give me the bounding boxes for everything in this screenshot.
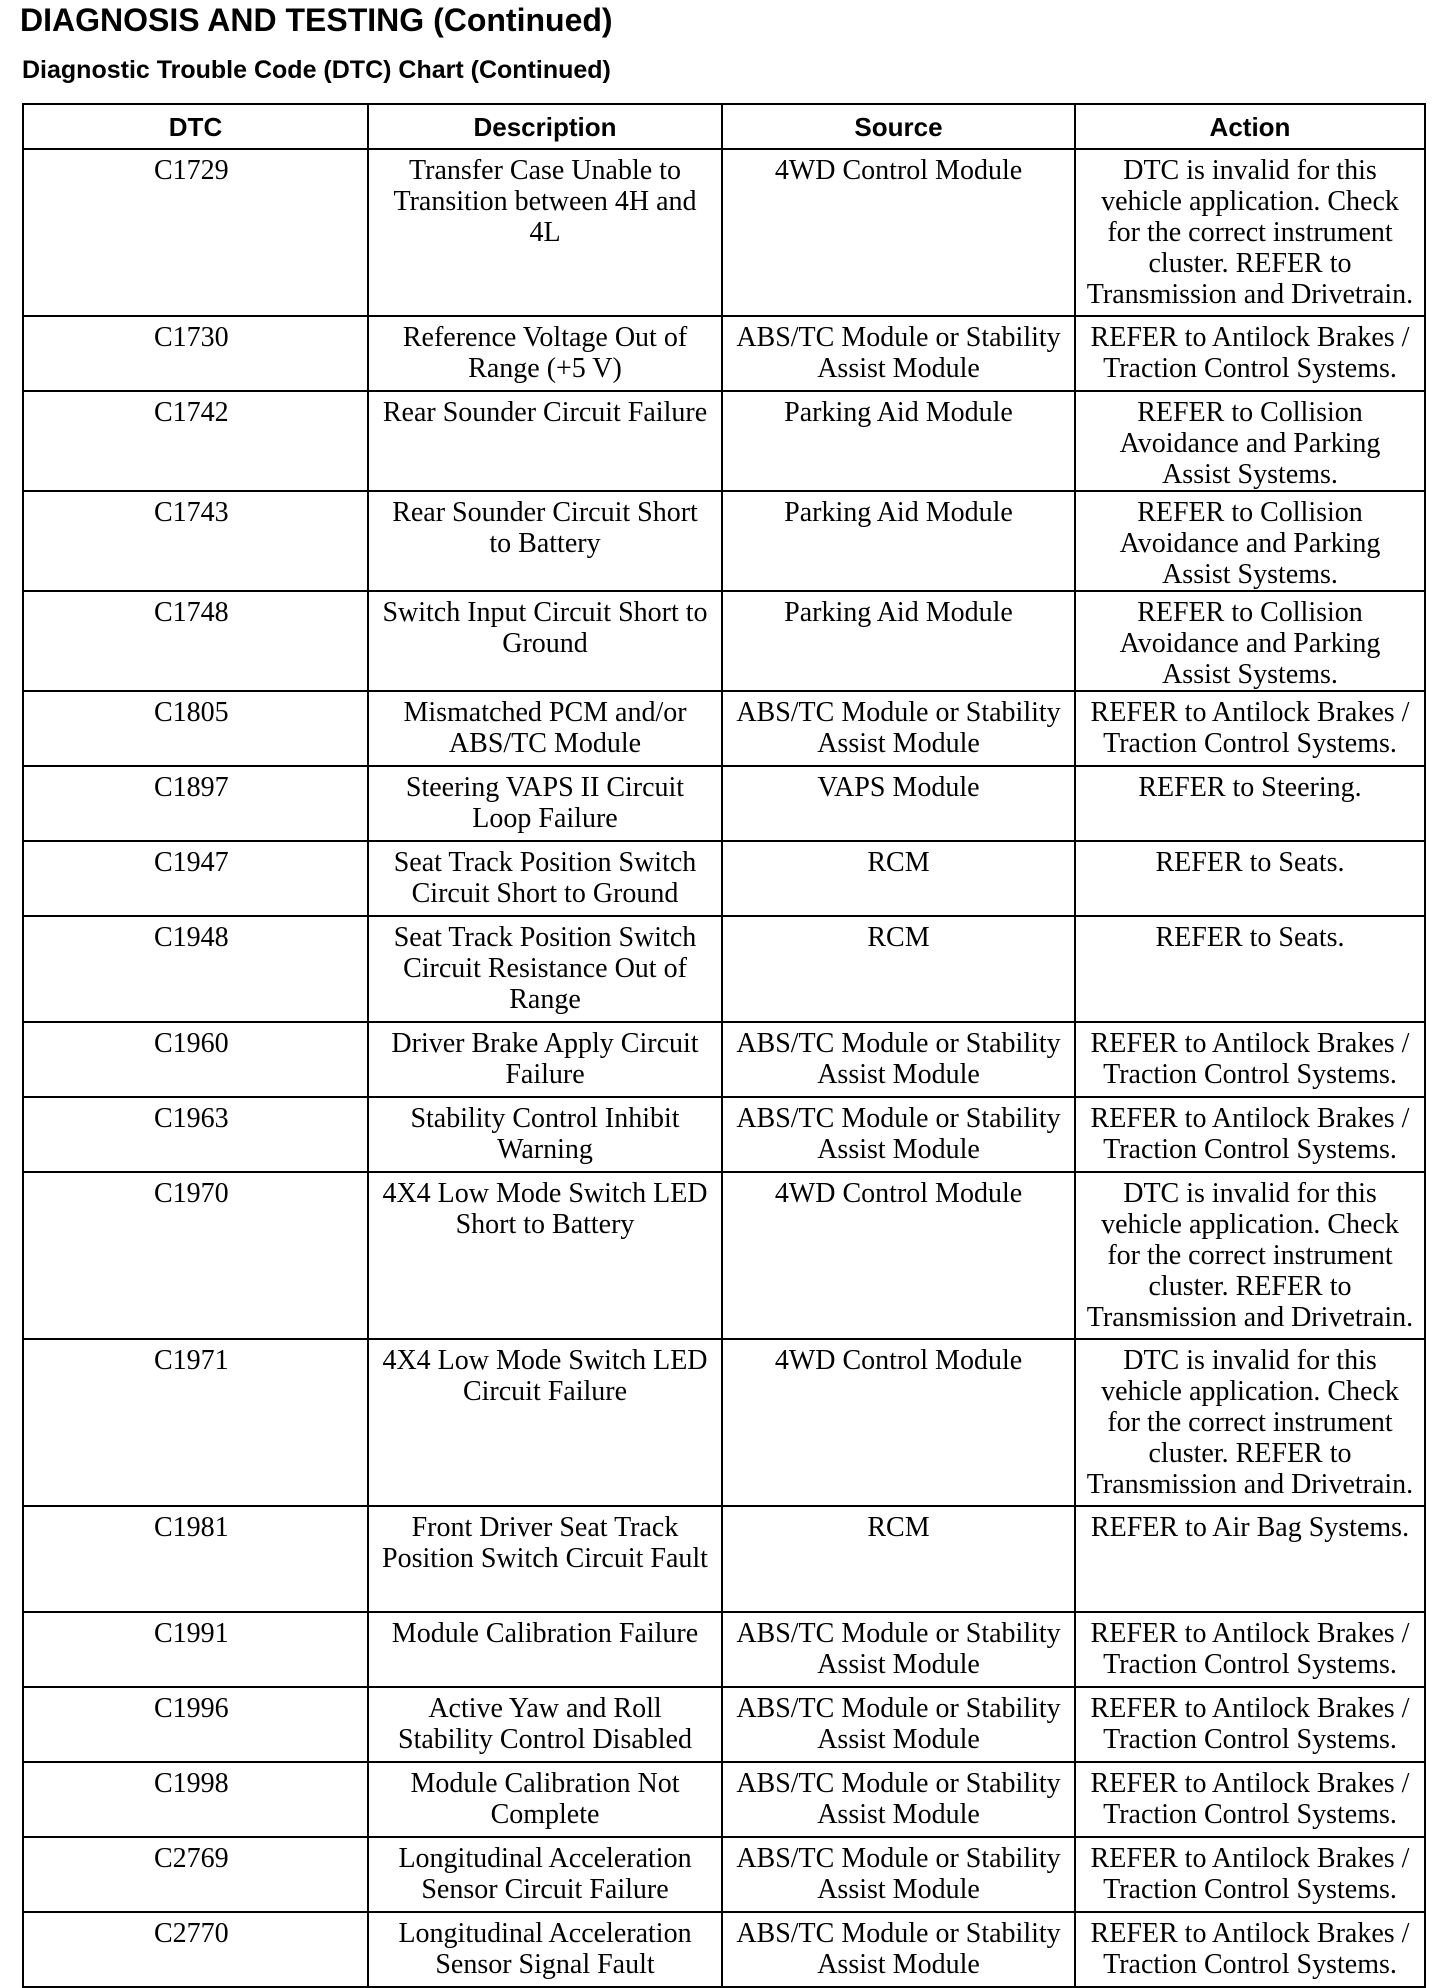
table-row bbox=[23, 691, 1425, 766]
description-cell: Longitudinal Acceleration Sensor Signal Fault bbox=[368, 1912, 722, 1987]
column-header-dtc: DTC bbox=[23, 104, 368, 149]
action-cell: REFER to Collision Avoidance and Parking Assist Systems. bbox=[1075, 391, 1425, 491]
table-header bbox=[23, 104, 1425, 149]
table-row bbox=[23, 1912, 1425, 1987]
dtc-cell: C2770 bbox=[23, 1912, 368, 1987]
table-body bbox=[23, 149, 1425, 1987]
column-header-source: Source bbox=[722, 104, 1075, 149]
description-cell: Driver Brake Apply Circuit Failure bbox=[368, 1022, 722, 1097]
header-row bbox=[23, 104, 1425, 149]
table-row bbox=[23, 841, 1425, 916]
description-cell: Switch Input Circuit Short to Ground bbox=[368, 591, 722, 691]
source-cell: RCM bbox=[722, 1506, 1075, 1612]
source-cell: RCM bbox=[722, 841, 1075, 916]
source-cell: ABS/TC Module or Stability Assist Module bbox=[722, 1612, 1075, 1687]
action-cell: REFER to Collision Avoidance and Parking Assist Systems. bbox=[1075, 491, 1425, 591]
action-cell: REFER to Antilock Brakes / Traction Control Systems. bbox=[1075, 1687, 1425, 1762]
source-cell: VAPS Module bbox=[722, 766, 1075, 841]
source-cell: ABS/TC Module or Stability Assist Module bbox=[722, 1022, 1075, 1097]
description-cell: 4X4 Low Mode Switch LED Short to Battery bbox=[368, 1172, 722, 1339]
description-cell: Rear Sounder Circuit Failure bbox=[368, 391, 722, 491]
description-cell: Seat Track Position Switch Circuit Resistance Out of Range bbox=[368, 916, 722, 1022]
source-cell: ABS/TC Module or Stability Assist Module bbox=[722, 1912, 1075, 1987]
table-row bbox=[23, 1097, 1425, 1172]
source-cell: 4WD Control Module bbox=[722, 1172, 1075, 1339]
dtc-cell: C1996 bbox=[23, 1687, 368, 1762]
action-cell: REFER to Seats. bbox=[1075, 841, 1425, 916]
description-cell: Stability Control Inhibit Warning bbox=[368, 1097, 722, 1172]
column-header-action: Action bbox=[1075, 104, 1425, 149]
source-cell: ABS/TC Module or Stability Assist Module bbox=[722, 1097, 1075, 1172]
source-cell: Parking Aid Module bbox=[722, 491, 1075, 591]
page-title: DIAGNOSIS AND TESTING (Continued) bbox=[20, 2, 613, 38]
action-cell: REFER to Antilock Brakes / Traction Control Systems. bbox=[1075, 1097, 1425, 1172]
dtc-cell: C1748 bbox=[23, 591, 368, 691]
action-cell: DTC is invalid for this vehicle application. Check for the correct instrument cluster. REFER to Transmission and Drivetrain. bbox=[1075, 149, 1425, 316]
table-row bbox=[23, 1022, 1425, 1097]
table-row bbox=[23, 149, 1425, 316]
table-row bbox=[23, 491, 1425, 591]
table-row bbox=[23, 916, 1425, 1022]
table-row bbox=[23, 766, 1425, 841]
description-cell: Longitudinal Acceleration Sensor Circuit Failure bbox=[368, 1837, 722, 1912]
table-row bbox=[23, 1339, 1425, 1506]
action-cell: DTC is invalid for this vehicle application. Check for the correct instrument cluster. REFER to Transmission and Drivetrain. bbox=[1075, 1339, 1425, 1506]
action-cell: REFER to Antilock Brakes / Traction Control Systems. bbox=[1075, 1022, 1425, 1097]
dtc-cell: C1742 bbox=[23, 391, 368, 491]
dtc-cell: C1960 bbox=[23, 1022, 368, 1097]
dtc-cell: C1991 bbox=[23, 1612, 368, 1687]
description-cell: Mismatched PCM and/or ABS/TC Module bbox=[368, 691, 722, 766]
table-row bbox=[23, 1837, 1425, 1912]
dtc-cell: C1963 bbox=[23, 1097, 368, 1172]
table-row bbox=[23, 1687, 1425, 1762]
table-row bbox=[23, 1506, 1425, 1612]
source-cell: ABS/TC Module or Stability Assist Module bbox=[722, 691, 1075, 766]
source-cell: ABS/TC Module or Stability Assist Module bbox=[722, 316, 1075, 391]
dtc-cell: C1729 bbox=[23, 149, 368, 316]
description-cell: Reference Voltage Out of Range (+5 V) bbox=[368, 316, 722, 391]
dtc-cell: C2769 bbox=[23, 1837, 368, 1912]
section-title: Diagnostic Trouble Code (DTC) Chart (Continued) bbox=[22, 56, 611, 84]
description-cell: Steering VAPS II Circuit Loop Failure bbox=[368, 766, 722, 841]
action-cell: REFER to Collision Avoidance and Parking Assist Systems. bbox=[1075, 591, 1425, 691]
source-cell: ABS/TC Module or Stability Assist Module bbox=[722, 1687, 1075, 1762]
dtc-cell: C1730 bbox=[23, 316, 368, 391]
action-cell: REFER to Air Bag Systems. bbox=[1075, 1506, 1425, 1612]
source-cell: RCM bbox=[722, 916, 1075, 1022]
action-cell: REFER to Antilock Brakes / Traction Control Systems. bbox=[1075, 691, 1425, 766]
column-header-description: Description bbox=[368, 104, 722, 149]
description-cell: Active Yaw and Roll Stability Control Disabled bbox=[368, 1687, 722, 1762]
table-row bbox=[23, 1172, 1425, 1339]
dtc-cell: C1897 bbox=[23, 766, 368, 841]
action-cell: REFER to Antilock Brakes / Traction Control Systems. bbox=[1075, 316, 1425, 391]
description-cell: Rear Sounder Circuit Short to Battery bbox=[368, 491, 722, 591]
dtc-cell: C1948 bbox=[23, 916, 368, 1022]
source-cell: 4WD Control Module bbox=[722, 1339, 1075, 1506]
dtc-cell: C1998 bbox=[23, 1762, 368, 1837]
source-cell: Parking Aid Module bbox=[722, 391, 1075, 491]
source-cell: ABS/TC Module or Stability Assist Module bbox=[722, 1837, 1075, 1912]
source-cell: Parking Aid Module bbox=[722, 591, 1075, 691]
dtc-cell: C1981 bbox=[23, 1506, 368, 1612]
dtc-cell: C1805 bbox=[23, 691, 368, 766]
dtc-chart-table bbox=[22, 103, 1426, 1988]
dtc-cell: C1947 bbox=[23, 841, 368, 916]
description-cell: Module Calibration Not Complete bbox=[368, 1762, 722, 1837]
description-cell: 4X4 Low Mode Switch LED Circuit Failure bbox=[368, 1339, 722, 1506]
table-row bbox=[23, 1612, 1425, 1687]
description-cell: Module Calibration Failure bbox=[368, 1612, 722, 1687]
description-cell: Front Driver Seat Track Position Switch Circuit Fault bbox=[368, 1506, 722, 1612]
dtc-cell: C1743 bbox=[23, 491, 368, 591]
table-row bbox=[23, 391, 1425, 491]
source-cell: 4WD Control Module bbox=[722, 149, 1075, 316]
action-cell: REFER to Antilock Brakes / Traction Control Systems. bbox=[1075, 1912, 1425, 1987]
table-row bbox=[23, 591, 1425, 691]
table-row bbox=[23, 316, 1425, 391]
dtc-cell: C1970 bbox=[23, 1172, 368, 1339]
table-row bbox=[23, 1762, 1425, 1837]
action-cell: REFER to Steering. bbox=[1075, 766, 1425, 841]
action-cell: REFER to Antilock Brakes / Traction Control Systems. bbox=[1075, 1837, 1425, 1912]
action-cell: DTC is invalid for this vehicle application. Check for the correct instrument cluster. REFER to Transmission and Drivetrain. bbox=[1075, 1172, 1425, 1339]
action-cell: REFER to Antilock Brakes / Traction Control Systems. bbox=[1075, 1612, 1425, 1687]
description-cell: Transfer Case Unable to Transition between 4H and 4L bbox=[368, 149, 722, 316]
action-cell: REFER to Antilock Brakes / Traction Control Systems. bbox=[1075, 1762, 1425, 1837]
source-cell: ABS/TC Module or Stability Assist Module bbox=[722, 1762, 1075, 1837]
dtc-cell: C1971 bbox=[23, 1339, 368, 1506]
description-cell: Seat Track Position Switch Circuit Short to Ground bbox=[368, 841, 722, 916]
action-cell: REFER to Seats. bbox=[1075, 916, 1425, 1022]
